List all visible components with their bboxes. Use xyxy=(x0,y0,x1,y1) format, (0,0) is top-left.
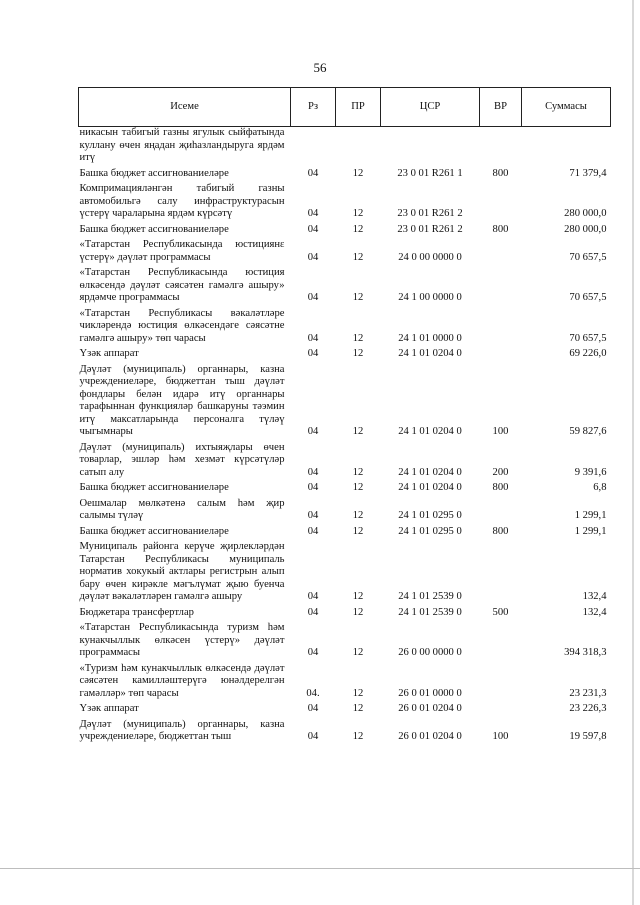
header-csr: ЦСР xyxy=(381,88,480,127)
cell-csr: 26 0 01 0000 0 xyxy=(398,687,462,699)
cell-sum: 70 657,5 xyxy=(569,251,607,263)
cell-name: Дәүләт (муниципаль) ихтыяҗлары өчен товарлар, эшләр һәм хезмәт күрсәтүләр сатып алу xyxy=(79,441,285,478)
cell-csr: 24 1 00 0000 0 xyxy=(398,292,462,303)
cell-pr: 12 xyxy=(352,591,364,602)
cell-vr xyxy=(480,619,522,660)
table-row xyxy=(79,716,611,744)
table-row xyxy=(79,619,611,660)
cell-rz: 04 xyxy=(307,647,319,658)
cell-csr: 24 1 01 0000 0 xyxy=(398,332,462,344)
cell-rz: 04 xyxy=(307,251,319,263)
cell-pr: 12 xyxy=(352,466,364,478)
cell-csr: 24 0 00 0000 0 xyxy=(398,251,462,263)
cell-vr xyxy=(480,305,522,346)
budget-table-container xyxy=(78,87,610,744)
cell-sum: 280 000,0 xyxy=(564,208,607,219)
scan-edge-bottom xyxy=(0,868,640,869)
page-number: 56 xyxy=(313,60,327,75)
cell-rz: 04 xyxy=(307,223,319,235)
table-row xyxy=(79,538,611,604)
cell-csr: 24 1 01 0295 0 xyxy=(398,510,462,521)
cell-rz: 04 xyxy=(307,482,319,493)
cell-pr: 12 xyxy=(352,223,364,235)
cell-sum: 59 827,6 xyxy=(569,426,607,437)
cell-vr xyxy=(480,127,522,165)
cell-vr xyxy=(480,236,522,264)
table-row xyxy=(79,604,611,620)
cell-name: «Татарстан Республикасында туризм һәм кунакчыллык өлкәсен үстерү» дәүләт программасы xyxy=(79,622,285,658)
cell-name: «Туризм һәм кунакчыллык өлкәсендә дәүләт сәясәтен камилләштерүгә юнәлдерелгән гамәлләр» төп чарасы xyxy=(79,662,285,699)
table-row xyxy=(79,165,611,181)
cell-vr: 800 xyxy=(492,525,509,537)
table-row xyxy=(79,439,611,480)
cell-vr: 500 xyxy=(492,606,509,618)
cell-rz: 04 xyxy=(307,466,319,478)
cell-sum: 23 226,3 xyxy=(569,703,607,714)
cell-name: Дәүләт (муниципаль) органнары, казна учреждениеләре, бюджеттан тыш дәүләт фондлары белән идарә итү органнары тарафыннан функцияләр башкаруны тәэмин итү максатларында персоналга түләү чыгымнары xyxy=(79,363,285,437)
cell-pr: 12 xyxy=(352,703,364,714)
cell-sum: 69 226,0 xyxy=(569,348,607,359)
table-row xyxy=(79,305,611,346)
cell-pr: 12 xyxy=(352,687,364,699)
table-header-row xyxy=(79,88,611,127)
cell-vr: 800 xyxy=(492,167,509,179)
cell-vr xyxy=(480,345,522,361)
table-row xyxy=(79,495,611,523)
cell-rz: 04 xyxy=(307,208,319,219)
cell-csr: 24 1 01 2539 0 xyxy=(398,606,462,618)
cell-sum: 132,4 xyxy=(582,606,607,618)
cell-vr: 100 xyxy=(492,731,509,742)
table-row xyxy=(79,180,611,221)
cell-name: «Татарстан Республикасында юстициянε үстерү» дәүләт программасы xyxy=(79,239,285,263)
cell-csr: 26 0 01 0204 0 xyxy=(398,731,462,742)
cell-name: Башка бюджет ассигнованиеләре xyxy=(79,525,229,537)
cell-pr: 12 xyxy=(352,426,364,437)
table-row xyxy=(79,345,611,361)
table-row xyxy=(79,221,611,237)
cell-name: Муниципаль районга керүче җирлекләрдән Татарстан Республикасы муниципаль норматив хокукый актлары регистрын алып бару өчен кирәкле мәгълүмат җыю буенча дәүләт вәкаләтләрен гамәлгә ашыру xyxy=(79,541,285,602)
cell-csr xyxy=(381,127,480,165)
cell-name: Дәүләт (муниципаль) органнары, казна учреждениеләре, бюджеттан тыш xyxy=(79,718,285,742)
cell-rz: 04 xyxy=(307,731,319,742)
cell-name: «Татарстан Республикасында юстиция өлкәсендә дәүләт сәясәтен гамәлгә ашыру» ярдәмче программасы xyxy=(79,267,285,303)
cell-vr: 800 xyxy=(492,223,509,235)
table-row xyxy=(79,127,611,165)
cell-rz xyxy=(291,127,336,165)
cell-rz: 04 xyxy=(307,606,319,618)
table-row xyxy=(79,264,611,305)
cell-rz: 04 xyxy=(307,292,319,303)
table-body xyxy=(79,127,611,744)
table-row xyxy=(79,361,611,439)
cell-csr: 24 1 01 0204 0 xyxy=(398,482,462,493)
cell-rz: 04 xyxy=(307,510,319,521)
cell-sum: 6,8 xyxy=(593,482,607,493)
cell-sum: 70 657,5 xyxy=(569,292,607,303)
table-row xyxy=(79,660,611,701)
cell-csr: 24 1 01 0204 0 xyxy=(398,466,462,478)
cell-vr: 200 xyxy=(492,466,509,478)
cell-rz: 04. xyxy=(306,687,320,699)
cell-sum: 132,4 xyxy=(582,591,607,602)
cell-csr: 24 1 01 0204 0 xyxy=(398,426,462,437)
cell-csr: 26 0 01 0204 0 xyxy=(398,703,462,714)
cell-rz: 04 xyxy=(307,591,319,602)
cell-csr: 24 1 01 2539 0 xyxy=(398,591,462,602)
header-pr: ПР xyxy=(336,88,381,127)
cell-name: Үзәк аппарат xyxy=(79,703,139,714)
cell-pr: 12 xyxy=(352,208,364,219)
cell-pr: 12 xyxy=(352,647,364,658)
cell-rz: 04 xyxy=(307,426,319,437)
budget-table xyxy=(78,87,611,744)
cell-vr xyxy=(480,538,522,604)
cell-vr xyxy=(480,495,522,523)
header-sum: Суммасы xyxy=(522,88,611,127)
header-rz: Рз xyxy=(291,88,336,127)
cell-pr: 12 xyxy=(352,167,364,179)
cell-vr xyxy=(480,264,522,305)
cell-pr xyxy=(336,127,381,165)
cell-sum: 19 597,8 xyxy=(569,731,607,742)
cell-csr: 24 1 01 0204 0 xyxy=(398,348,462,359)
table-row xyxy=(79,236,611,264)
cell-pr: 12 xyxy=(352,348,364,359)
cell-rz: 04 xyxy=(307,703,319,714)
cell-rz: 04 xyxy=(307,348,319,359)
cell-sum: 9 391,6 xyxy=(574,466,607,478)
scan-edge-right xyxy=(632,0,634,905)
cell-csr: 23 0 01 R261 1 xyxy=(397,167,463,179)
header-vr: ВР xyxy=(480,88,522,127)
cell-csr: 26 0 00 0000 0 xyxy=(398,647,462,658)
cell-sum: 23 231,3 xyxy=(569,687,607,699)
cell-pr: 12 xyxy=(352,292,364,303)
cell-name: Оешмалар мөлкәтенә салым һәм җир салымы түләү xyxy=(79,497,285,521)
cell-vr: 100 xyxy=(492,426,509,437)
cell-sum: 1 299,1 xyxy=(574,510,607,521)
cell-rz: 04 xyxy=(307,525,319,537)
cell-pr: 12 xyxy=(352,482,364,493)
cell-sum: 280 000,0 xyxy=(564,223,607,235)
table-row xyxy=(79,700,611,716)
cell-sum: 1 299,1 xyxy=(574,525,607,537)
cell-name: Башка бюджет ассигнованиеләре xyxy=(79,482,229,493)
cell-csr: 24 1 01 0295 0 xyxy=(398,525,462,537)
cell-vr: 800 xyxy=(492,482,509,493)
cell-name: Компримацияләнгән табигый газны автомобильгә салу инфраструктурасын үстерү чараларына ярдәм күрсәтү xyxy=(79,183,285,219)
cell-name: Башка бюджет ассигнованиеләре xyxy=(79,167,229,179)
header-name: Исеме xyxy=(79,88,291,127)
cell-name: «Татарстан Республикасы вәкаләтләре чикләрендә юстиция өлкәсендәге сәясәтне гамәлгә ашыру» төп чарасы xyxy=(79,307,285,344)
cell-name: Үзәк аппарат xyxy=(79,348,139,359)
cell-name: Бюджетара трансфертлар xyxy=(79,606,194,618)
cell-name: никасын табигый газны ягулык сыйфатында куллану өчен яңадан җиһазландыруга ярдәм итү xyxy=(79,127,285,163)
cell-rz: 04 xyxy=(307,167,319,179)
cell-name: Башка бюджет ассигнованиеләре xyxy=(79,223,229,235)
cell-pr: 12 xyxy=(352,510,364,521)
cell-sum: 394 318,3 xyxy=(564,647,607,658)
cell-vr xyxy=(480,660,522,701)
cell-pr: 12 xyxy=(352,731,364,742)
table-row xyxy=(79,523,611,539)
cell-csr: 23 0 01 R261 2 xyxy=(397,223,463,235)
cell-pr: 12 xyxy=(352,606,364,618)
cell-csr: 23 0 01 R261 2 xyxy=(397,208,463,219)
cell-sum: 71 379,4 xyxy=(569,167,607,179)
cell-sum xyxy=(522,127,611,165)
cell-rz: 04 xyxy=(307,332,319,344)
cell-vr xyxy=(480,700,522,716)
cell-pr: 12 xyxy=(352,332,364,344)
cell-pr: 12 xyxy=(352,251,364,263)
cell-vr xyxy=(480,180,522,221)
cell-pr: 12 xyxy=(352,525,364,537)
table-row xyxy=(79,479,611,495)
cell-sum: 70 657,5 xyxy=(569,332,607,344)
